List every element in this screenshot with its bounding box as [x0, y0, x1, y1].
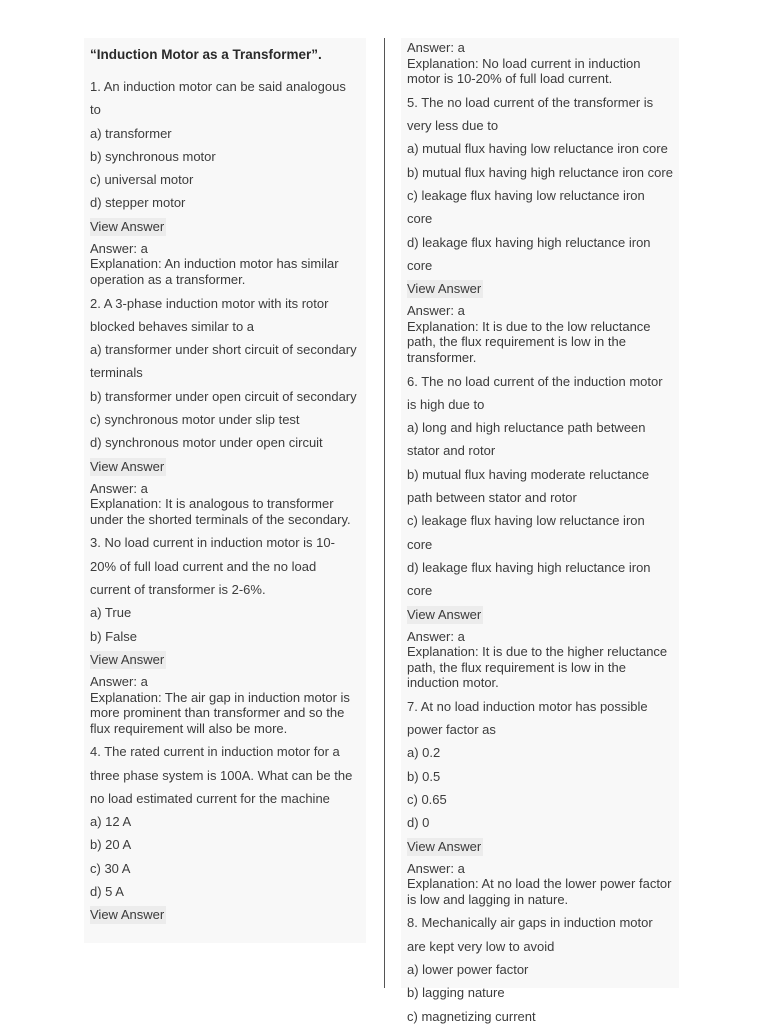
explanation-text: Explanation: It is due to the low reluctance path, the flux requirement is low in the transformer. [407, 318, 651, 365]
question-text: 5. The no load current of the transformer is very less due to [407, 94, 654, 134]
option-c: c) synchronous motor under slip test [90, 412, 300, 428]
view-answer-button[interactable]: View Answer [407, 838, 482, 854]
answer-text: Answer: a [90, 480, 148, 496]
option-c: c) magnetizing current [407, 1008, 536, 1024]
answer-block [407, 40, 673, 87]
option-a: a) 12 A [90, 814, 132, 830]
option-a: a) True [90, 605, 132, 621]
question-text: 6. The no load current of the induction motor is high due to [407, 373, 663, 412]
answer-block [90, 674, 360, 736]
option-c: c) leakage flux having low reluctance iron core [407, 187, 645, 227]
answer-text: Answer: a [90, 240, 148, 256]
explanation-text: Explanation: An induction motor has similar operation as a transformer. [90, 256, 339, 287]
answer-text: Answer: a [407, 628, 465, 644]
column-divider [384, 38, 385, 988]
option-b: b) synchronous motor [90, 148, 216, 164]
question-1 [90, 75, 360, 288]
option-c: c) leakage flux having low reluctance iron core [407, 513, 645, 552]
question-text: 3. No load current in induction motor is 10-20% of full load current and the no load current of transformer is 2-6%. [90, 535, 335, 598]
explanation-text: Explanation: It is analogous to transformer under the shorted terminals of the secondary. [90, 496, 351, 527]
left-column [84, 38, 366, 943]
option-d: d) leakage flux having high reluctance iron core [407, 234, 651, 273]
answer-text: Answer: a [90, 673, 148, 689]
question-7 [407, 695, 673, 908]
view-answer-button[interactable]: View Answer [407, 281, 482, 297]
question-2 [90, 292, 360, 528]
question-text: 8. Mechanically air gaps in induction motor are kept very low to avoid [407, 915, 653, 954]
option-d: d) leakage flux having high reluctance iron core [407, 559, 651, 599]
option-c: c) 30 A [90, 860, 131, 876]
view-answer-button[interactable]: View Answer [407, 606, 482, 622]
view-answer-button[interactable]: View Answer [90, 907, 165, 923]
option-a: a) mutual flux having low reluctance iron core [407, 141, 668, 157]
question-3 [90, 531, 360, 736]
option-b: b) transformer under open circuit of secondary [90, 388, 357, 404]
option-a: a) transformer under short circuit of secondary terminals [90, 342, 357, 381]
explanation-text: Explanation: At no load the lower power factor is low and lagging in nature. [407, 876, 672, 907]
answer-block [90, 241, 360, 288]
option-b: b) mutual flux having high reluctance iron core [407, 164, 673, 180]
option-b: b) 20 A [90, 837, 132, 853]
question-8 [407, 911, 673, 1027]
answer-text: Answer: a [407, 303, 465, 319]
question-6 [407, 370, 673, 691]
option-a: a) lower power factor [407, 962, 529, 978]
question-text: 2. A 3-phase induction motor with its rotor blocked behaves similar to a [90, 295, 329, 334]
option-c: c) 0.65 [407, 792, 447, 808]
option-d: d) synchronous motor under open circuit [90, 435, 323, 451]
question-text: 4. The rated current in induction motor for a three phase system is 100A. What can be the no load estimated current for the machine [90, 744, 353, 806]
page-title: “Induction Motor as a Transformer”. [90, 47, 322, 62]
view-answer-button[interactable]: View Answer [90, 218, 165, 234]
answer-text: Answer: a [407, 40, 465, 55]
option-b: b) 0.5 [407, 768, 441, 784]
answer-block [407, 861, 673, 908]
option-b: b) False [90, 628, 137, 644]
explanation-text: Explanation: It is due to the higher reluctance path, the flux requirement is low in the induction motor. [407, 644, 668, 691]
view-answer-button[interactable]: View Answer [90, 651, 165, 667]
option-d: d) 5 A [90, 884, 124, 900]
option-b: b) mutual flux having moderate reluctance path between stator and rotor [407, 466, 650, 506]
question-5 [407, 91, 673, 366]
question-text: 7. At no load induction motor has possible power factor as [407, 698, 648, 738]
option-d: d) stepper motor [90, 195, 186, 211]
question-text: 1. An induction motor can be said analogous to [90, 79, 346, 118]
view-answer-button[interactable]: View Answer [90, 458, 165, 474]
right-column [401, 38, 679, 1024]
option-a: a) transformer [90, 125, 172, 141]
option-a: a) long and high reluctance path between stator and rotor [407, 420, 646, 459]
question-4 [90, 740, 360, 929]
answer-block [407, 629, 673, 691]
explanation-text: Explanation: No load current in induction motor is 10-20% of full load current. [407, 55, 641, 87]
option-b: b) lagging nature [407, 985, 505, 1001]
option-a: a) 0.2 [407, 745, 441, 761]
explanation-text: Explanation: The air gap in induction motor is more prominent than transformer and so the flux requirement will also be more. [90, 689, 350, 736]
option-d: d) 0 [407, 815, 430, 831]
answer-text: Answer: a [407, 860, 465, 876]
option-c: c) universal motor [90, 172, 194, 188]
answer-block [90, 481, 360, 528]
answer-block [407, 303, 673, 365]
